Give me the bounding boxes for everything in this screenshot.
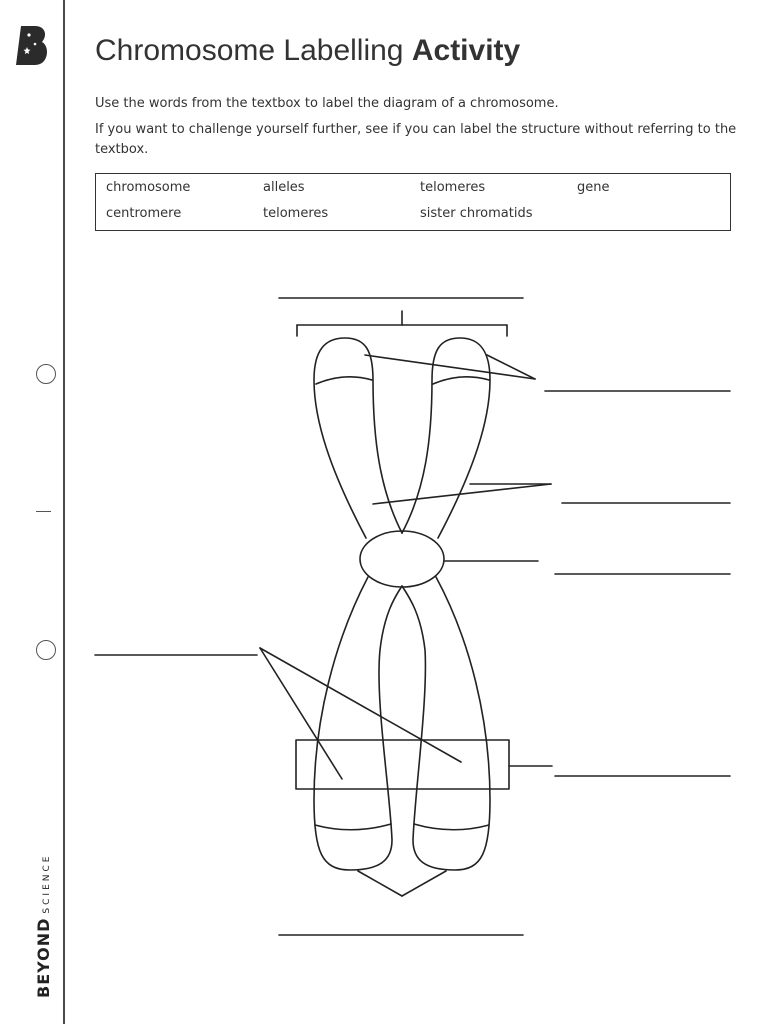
brand-name: BEYOND [34, 917, 53, 998]
word-bank-item: telomeres [420, 180, 486, 195]
word-bank-item: gene [577, 180, 610, 195]
word-bank-item: chromosome [106, 180, 191, 195]
instruction-line-1: Use the words from the textbox to label the diagram of a chromosome. [95, 96, 559, 111]
pointer-lines [260, 355, 552, 896]
telomere-band-top-left [316, 377, 372, 384]
gene-box [296, 740, 509, 789]
word-bank-item: telomeres [263, 206, 329, 221]
telomere-band-bottom-right [414, 824, 489, 830]
centromere-ellipse [360, 531, 444, 587]
word-bank-item: alleles [263, 180, 305, 195]
title-light: Chromosome Labelling [95, 34, 404, 67]
title-bold: Activity [411, 34, 521, 67]
telomere-band-bottom-left [315, 824, 391, 830]
top-bracket [297, 311, 507, 336]
right-chromatid-upper-arm [402, 338, 490, 538]
left-chromatid-upper-arm [314, 338, 402, 538]
telomere-band-top-right [433, 377, 489, 384]
word-bank-item: centromere [106, 206, 182, 221]
brand-subtitle: SCIENCE [42, 853, 52, 914]
word-bank-item: sister chromatids [420, 206, 533, 221]
right-chromatid-lower-arm [402, 577, 490, 870]
instruction-line-2: If you want to challenge yourself further, see if you can label the structure without referring to the textbox. [95, 122, 737, 157]
left-chromatid-lower-arm [314, 577, 402, 870]
